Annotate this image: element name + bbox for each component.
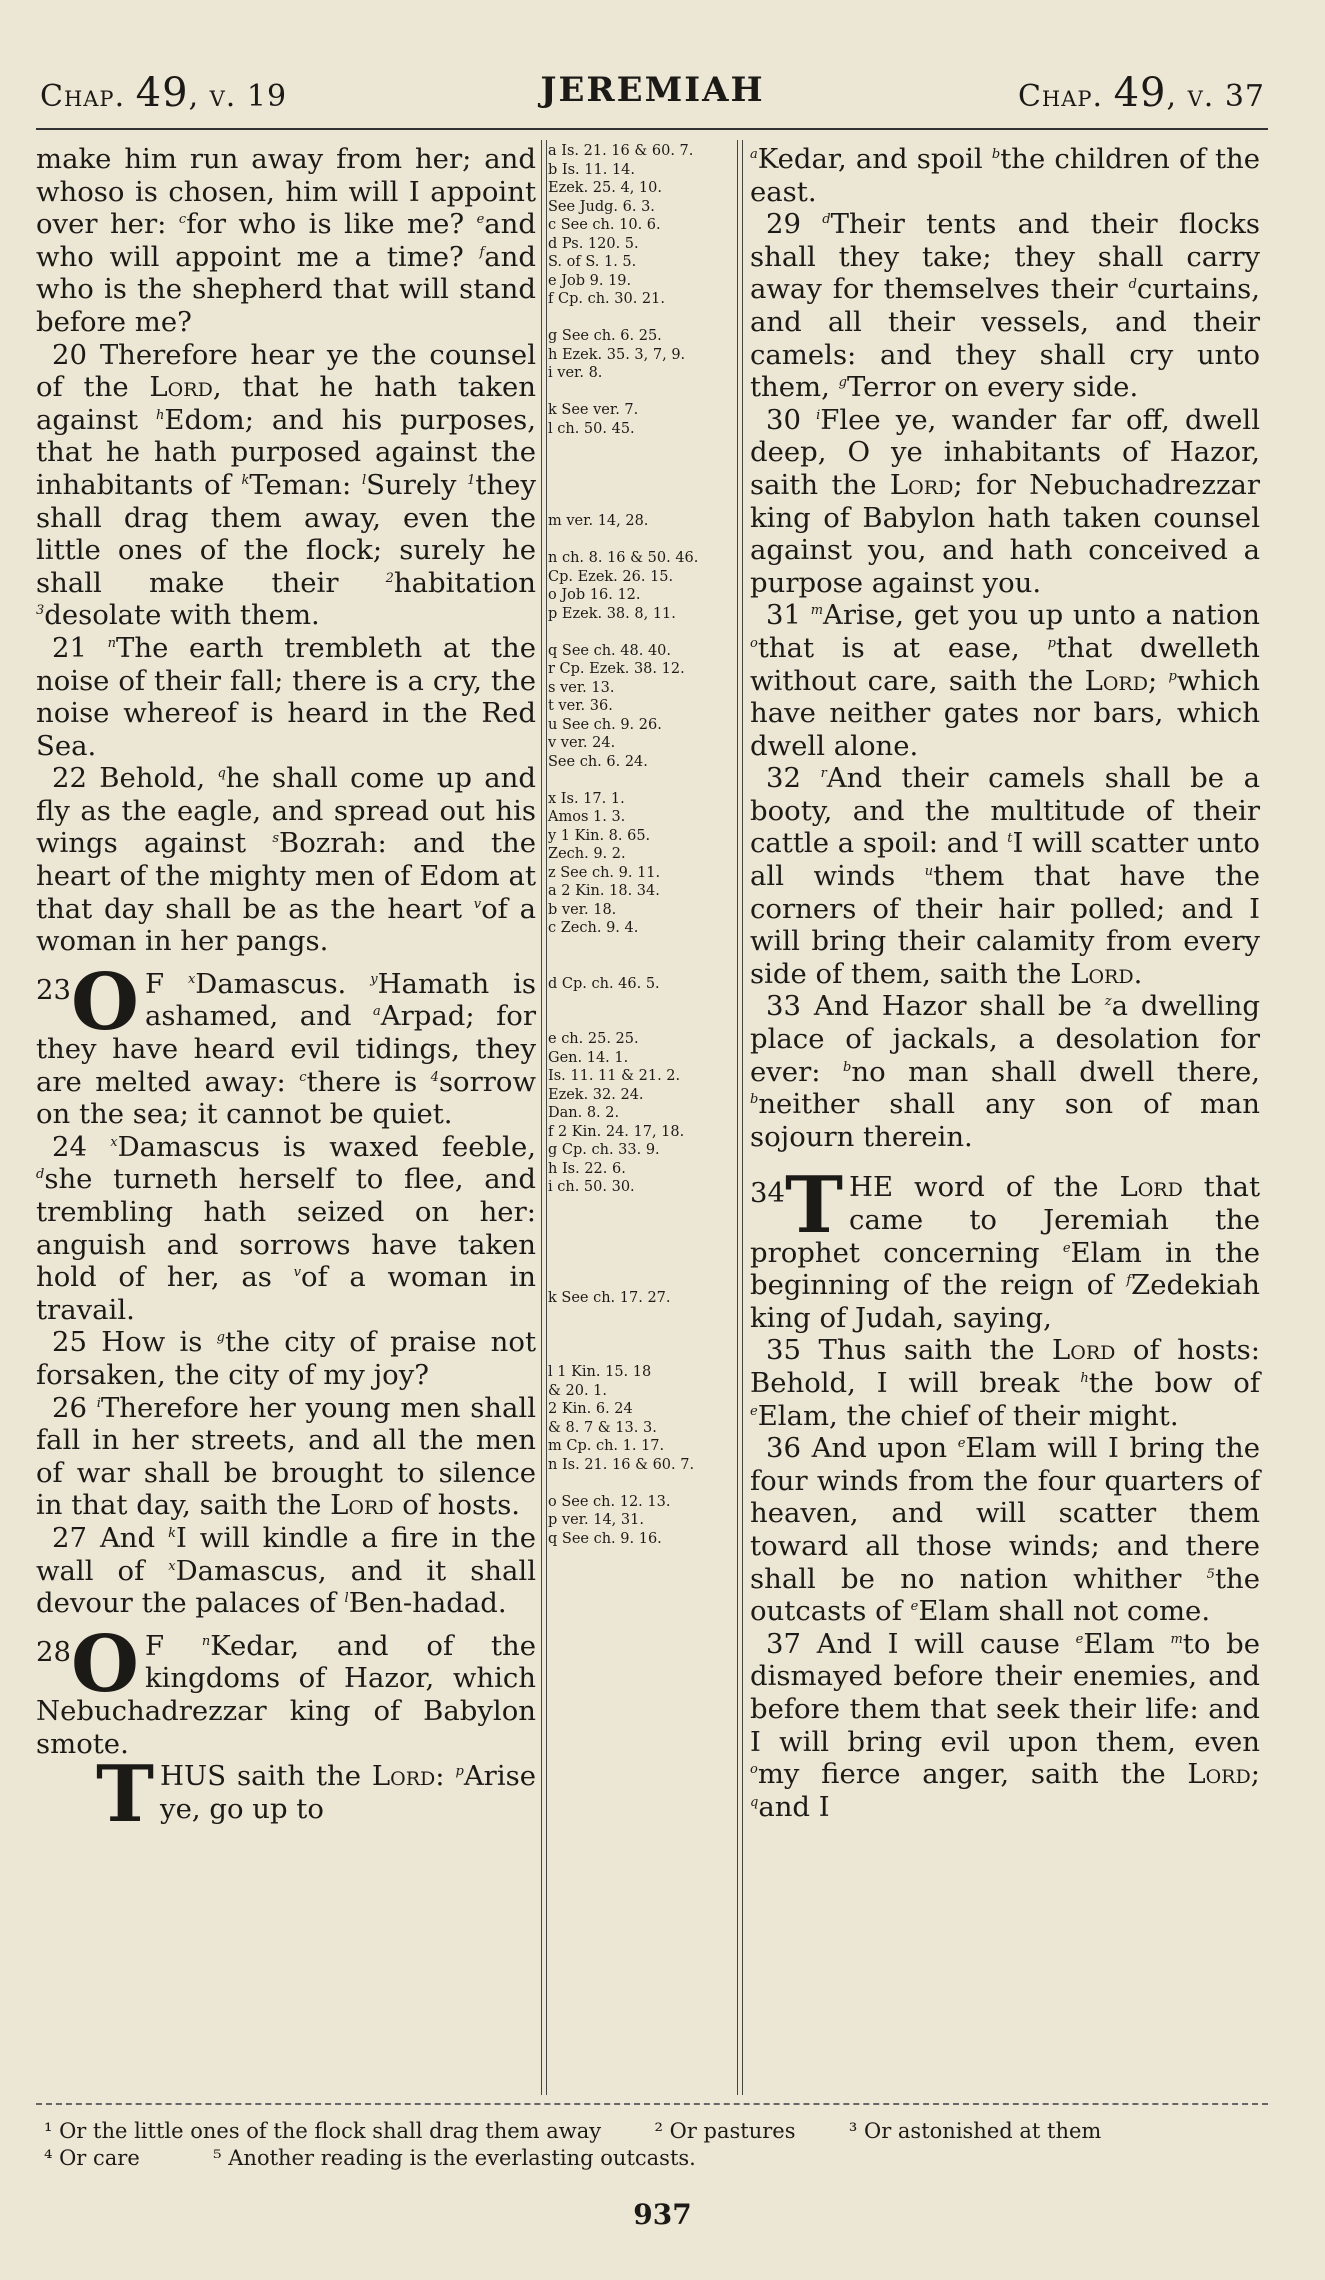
cross-reference: Amos 1. 3. [548,809,626,825]
cross-reference: c See ch. 10. 6. [548,217,661,233]
cross-reference: m ver. 14, 28. [548,513,649,529]
column-divider [737,140,738,2095]
footnote: ³ Or astonished at them [848,2119,1102,2143]
cross-reference [548,1346,731,1363]
cross-references [548,143,731,1549]
cross-reference: Dan. 8. 2. [548,1105,620,1121]
footnote-line [44,2145,1264,2172]
header-right-num: 49 [1113,70,1167,116]
column-divider [541,140,542,2095]
cross-reference [548,458,731,475]
cross-reference: l ch. 50. 45. [548,420,635,437]
cross-reference: d Ps. 120. 5. [548,235,639,252]
cross-reference [548,939,731,956]
cross-reference: o See ch. 12. 13. [548,1493,671,1510]
cross-reference: k See ver. 7. [548,402,639,418]
verse: F $^x$Damascus. $^y$Hamath is ashamed, and $^a$Arpad; for they have heard evil tidings, they are melted away: $^c$there is $^4$sorrow on the sea; it cannot be quiet. [36,967,536,1131]
cross-reference [548,1198,731,1215]
cross-reference: Zech. 9. 2. [548,846,626,862]
verse: 32 $^r$And their camels shall be a booty, and the multitude of their cattle a spoil: and $^t$I will scatter unto all winds $^u$them that have the corners of their hair polled; and I will bring their calamity from every side of them, saith the Lord. [750,762,1261,990]
verse: 26 $^i$Therefore her young men shall fall in her streets, and all the men of war shall be brought to silence in that day, saith the Lord of hosts. [36,1391,537,1522]
verse: 22 Behold, $^q$he shall come up and fly as the eagle, and spread out his wings against $^s$Bozrah: and the heart of the mighty men of Edom at that day shall be as the heart $^v$of a woman in her pangs. [36,762,536,958]
cross-reference: b ver. 18. [548,901,617,918]
verse-number: 23 [36,973,71,1006]
verse: 25 How is $^g$the city of praise not forsaken, the city of my joy? [36,1326,537,1391]
section-elam [750,1160,1261,1334]
verse: 31 $^m$Arise, get you up unto a nation $^o$that is at ease, $^p$that dwelleth without care, saith the Lord; $^p$which have neither gates nor bars, which dwell alone. [750,599,1261,762]
cross-reference [548,476,731,493]
verse: 35 Thus saith the Lord of hosts: Behold, I will break $^h$the bow of $^e$Elam, the chief of their might. [750,1334,1260,1432]
cross-reference: & 20. 1. [548,1382,608,1399]
right-column [750,143,1260,1823]
cross-reference: n Is. 21. 16 & 60. 7. [548,1456,695,1473]
cross-reference: f 2 Kin. 24. 17, 18. [548,1123,685,1140]
verse: $^a$Kedar, and spoil $^b$the children of the east. [750,143,1260,208]
verse: 20 Therefore hear ye the counsel of the Lord, that he hath taken against $^h$Edom; and his purposes, that he hath purposed against the inhabitants of $^k$Teman: $^l$Surely $^1$they shall drag them away, even the little ones of the flock; surely he shall make their $^2$habitation $^3$desolate with them. [36,338,536,632]
cross-reference: i ver. 8. [548,365,603,381]
cross-reference: r Cp. Ezek. 38. 12. [548,661,685,677]
cross-reference: u See ch. 9. 26. [548,716,662,733]
drop-cap: T [96,1749,155,1841]
cross-reference: See Judg. 6. 3. [548,198,655,215]
cross-reference: q See ch. 48. 40. [548,642,672,659]
cross-reference [548,1235,731,1252]
footnote: ² Or pastures [654,2119,796,2143]
drop-cap: T [785,1160,844,1252]
cross-reference [548,1475,731,1492]
verse: HUS saith the Lord: $^p$Arise ye, go up to [160,1760,536,1825]
cross-reference [548,495,731,512]
verse-number: 34 [750,1177,785,1210]
cross-reference: e ch. 25. 25. [548,1031,639,1047]
cross-reference: z See ch. 9. 11. [548,864,661,881]
drop-cap: O [71,956,139,1048]
cross-reference: d Cp. ch. 46. 5. [548,975,660,992]
cross-reference [548,1253,731,1270]
cross-reference: s ver. 13. [548,679,615,696]
cross-reference: See ch. 6. 24. [548,753,648,770]
header-left-verse: v. 19 [209,79,288,114]
verse: 37 And I will cause $^e$Elam $^m$to be dismayed before their enemies, and before them that seek their life: and I will bring evil upon them, even $^o$my fierce anger, saith the Lord; $^q$and I [750,1627,1261,1823]
header-right: Chap. 49, v. 37 [1017,70,1265,116]
running-header [40,70,1265,130]
section-kedar [36,1618,536,1760]
footnotes [44,2118,1264,2172]
cross-reference [548,1272,731,1289]
footnote: ⁴ Or care [44,2146,140,2170]
footnote: ⁵ Another reading is the everlasting outcasts. [213,2146,696,2170]
cross-reference: q See ch. 9. 16. [548,1530,662,1547]
cross-reference: a Is. 21. 16 & 60. 7. [548,143,694,159]
cross-reference: g Cp. ch. 33. 9. [548,1142,660,1158]
cross-reference: S. of S. 1. 5. [548,254,637,270]
cross-reference: v ver. 24. [548,735,616,751]
cross-reference: Gen. 14. 1. [548,1049,629,1066]
cross-reference [548,772,731,789]
verse: HE word of the Lord that came to Jeremiah the prophet concerning $^e$Elam in the beginning of the reign of $^f$Zedekiah king of Judah, saying, [750,1171,1261,1334]
section-damascus [36,956,536,1131]
cross-reference: Ezek. 25. 4, 10. [548,180,662,196]
header-left-chap: Chap. [40,79,126,114]
cross-reference: h Is. 22. 6. [548,1160,626,1177]
cross-reference: f Cp. ch. 30. 21. [548,291,665,307]
header-left-num: 49 [135,70,189,116]
footnote: ¹ Or the little ones of the flock shall drag them away [44,2119,602,2143]
cross-reference [548,1013,731,1030]
header-rule [36,128,1268,130]
cross-reference: e Job 9. 19. [548,272,632,289]
cross-reference: Ezek. 32. 24. [548,1086,644,1103]
cross-reference [548,310,731,327]
verse-number: 28 [36,1635,71,1668]
cross-reference [548,994,731,1011]
cross-reference [548,624,731,641]
cross-reference: t ver. 36. [548,698,613,714]
verse: 27 And $^k$I will kindle a fire in the wall of $^x$Damascus, and it shall devour the palaces of $^l$Ben-hadad. [36,1521,537,1620]
cross-reference: n ch. 8. 16 & 50. 46. [548,550,699,566]
cross-reference [548,439,731,456]
header-right-chap: Chap. [1017,79,1104,114]
footnote-rule [36,2103,1268,2105]
verse: 30 $^i$Flee ye, wander far off, dwell deep, O ye inhabitants of Hazor, saith the Lord; for Nebuchadrezzar king of Babylon hath taken counsel against you, and hath conceived a purpose against you. [750,403,1260,599]
cross-reference: k See ch. 17. 27. [548,1290,671,1306]
cross-reference: p Ezek. 38. 8, 11. [548,605,676,622]
column-divider [546,140,547,2095]
footnote-line [44,2118,1264,2145]
cross-reference: o Job 16. 12. [548,587,641,603]
cross-reference [548,1327,731,1344]
left-column [36,143,537,1841]
cross-reference: & 8. 7 & 13. 3. [548,1419,657,1436]
cross-reference: l 1 Kin. 15. 18 [548,1364,652,1380]
cross-reference: x Is. 17. 1. [548,790,625,807]
cross-reference [548,957,731,974]
verse: 36 And upon $^e$Elam will I bring the four winds from the four quarters of heaven, and will scatter them toward all those winds; and there shall be no nation whither $^5$the outcasts of $^e$Elam shall not come. [750,1432,1260,1628]
cross-reference: g See ch. 6. 25. [548,328,662,344]
verse: 24 $^x$Damascus is waxed feeble, $^d$she turneth herself to flee, and trembling hath seized on her: anguish and sorrows have taken hold of her, as $^v$of a woman in travail. [36,1130,536,1326]
cross-reference [548,1309,731,1326]
cross-reference: m Cp. ch. 1. 17. [548,1438,665,1454]
verse: 21 $^n$The earth trembleth at the noise of their fall; there is a cry, the noise whereof is heard in the Red Sea. [36,631,537,762]
cross-reference [548,1216,731,1233]
cross-reference: a 2 Kin. 18. 34. [548,883,660,899]
column-divider [742,140,743,2095]
cross-reference: Is. 11. 11 & 21. 2. [548,1068,681,1084]
verse: 29 $^d$Their tents and their flocks shall they take; they shall carry away for themselves their $^d$curtains, and all their vessels, and their camels: and they shall cry unto them, $^g$Terror on every side. [750,208,1260,404]
cross-reference: p ver. 14, 31. [548,1512,644,1528]
cross-reference: h Ezek. 35. 3, 7, 9. [548,346,686,363]
header-right-verse: v. 37 [1187,79,1265,114]
cross-reference: i ch. 50. 30. [548,1179,635,1195]
page-number: 937 [633,2198,692,2231]
book-title: JEREMIAH [540,70,765,110]
cross-reference [548,532,731,549]
cross-reference: 2 Kin. 6. 24 [548,1401,633,1417]
header-left: Chap. 49, v. 19 [40,70,288,116]
cross-reference: b Is. 11. 14. [548,161,636,178]
cross-reference: y 1 Kin. 8. 65. [548,827,651,844]
drop-cap: O [71,1618,139,1710]
verse: F $^n$Kedar, and of the kingdoms of Hazor, which Nebuchadrezzar king of Babylon smote. [36,1629,536,1760]
verse: 33 And Hazor shall be $^z$a dwelling place of jackals, a desolation for ever: $^b$no man shall dwell there, $^b$neither shall any son of man sojourn therein. [750,990,1260,1153]
verse: make him run away from her; and whoso is chosen, him will I appoint over her: $^c$for who is like me? $^e$and who will appoint me a time? $^f$and who is the shepherd that will stand before me? [36,143,536,338]
cross-reference: c Zech. 9. 4. [548,920,639,936]
cross-reference [548,384,731,401]
cross-reference: Cp. Ezek. 26. 15. [548,568,674,585]
section-thus [36,1749,536,1841]
